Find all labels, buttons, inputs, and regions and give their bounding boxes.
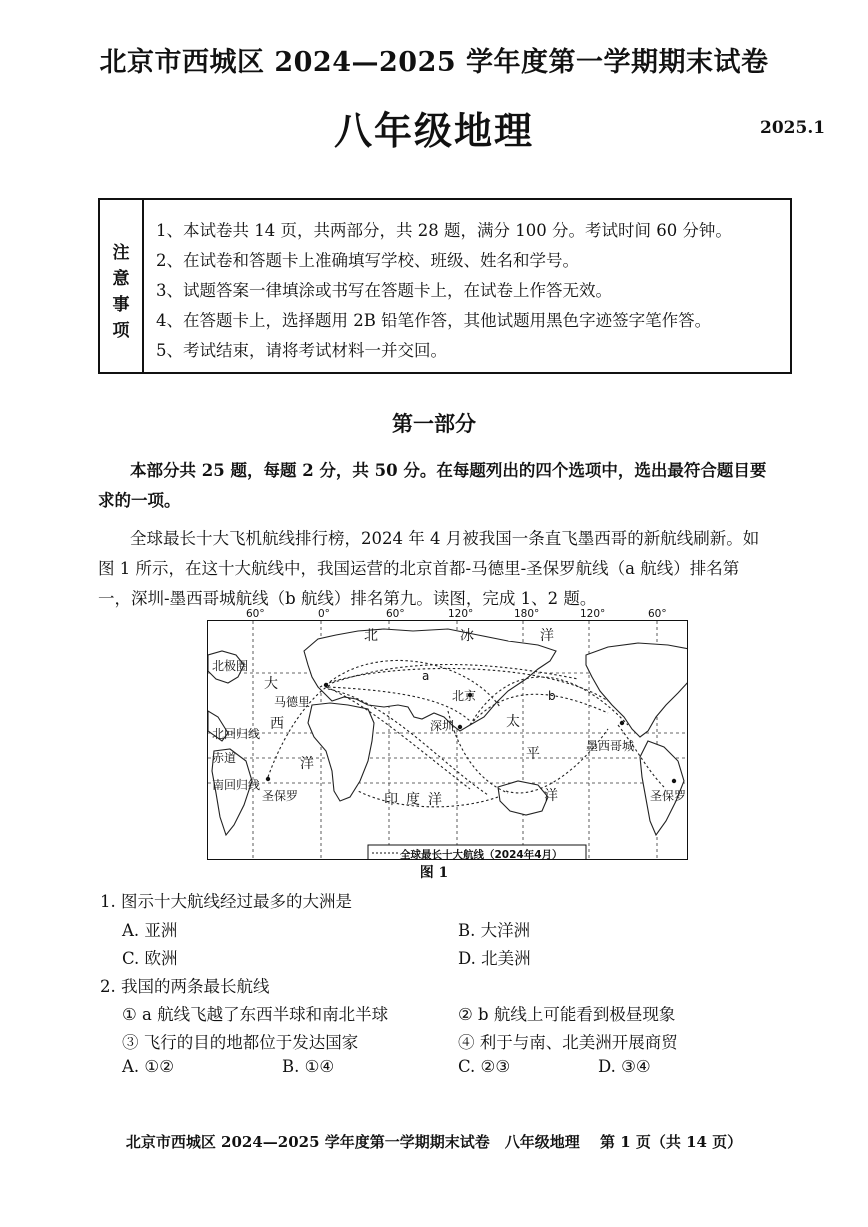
longitude-label: 60° (648, 608, 667, 620)
answer-option[interactable]: D. 北美洲 (458, 949, 531, 968)
longitude-label: 180° (514, 608, 540, 620)
map-city-sao-paulo: 圣保罗 (650, 789, 687, 803)
map-ocean-label: 洋 (540, 628, 554, 644)
notice-heading (100, 200, 144, 372)
question-stem: 1. 图示十大航线经过最多的大洲是 (100, 892, 352, 911)
figure-caption: 图 1 (419, 865, 449, 881)
notice-heading-char: 意 (112, 269, 130, 289)
map-label-tropic-cancer: 北回归线 (212, 727, 261, 741)
longitude-label: 60° (246, 608, 265, 620)
statement-item: ① a 航线飞越了东西半球和南北半球 (122, 1005, 389, 1024)
notice-box (98, 198, 792, 374)
answer-option[interactable]: C. 欧洲 (122, 949, 178, 968)
exam-title: 北京市西城区 2024—2025 学年度第一学期期末试卷 (99, 47, 769, 78)
map-ocean-label: 洋 (300, 756, 314, 772)
longitude-label: 120° (580, 608, 606, 620)
notice-item: 3、试题答案一律填涂或书写在答题卡上，在试卷上作答无效。 (156, 281, 612, 300)
map-ocean-label: 大 (264, 676, 278, 692)
instruction-line: 求的一项。 (98, 491, 181, 510)
notice-heading-char: 注 (112, 243, 130, 263)
passage-line: 全球最长十大飞机航线排行榜，2024 年 4 月被我国一条直飞墨西哥的新航线刷新。如 (130, 529, 760, 548)
answer-option[interactable]: B. 大洋洲 (458, 921, 531, 940)
statement-item: ④ 利于与南、北美洲开展商贸 (458, 1033, 678, 1052)
answer-option[interactable]: D. ③④ (598, 1057, 651, 1076)
map-city-mexico-city: 墨西哥城 (586, 739, 635, 753)
page-footer: 北京市西城区 2024—2025 学年度第一学期期末试卷 八年级地理 第 1 页（共 14 页） (125, 1133, 743, 1151)
map-legend-label: 全球最长十大航线（2024年4月） (400, 849, 563, 860)
instruction-line: 本部分共 25 题，每题 2 分，共 50 分。在每题列出的四个选项中，选出最符合题目要 (130, 461, 767, 480)
answer-option[interactable]: B. ①④ (282, 1057, 335, 1076)
map-ocean-label: 平 (526, 746, 540, 762)
map-label-equator: 赤道 (212, 751, 237, 765)
map-city-shenzhen: 深圳 (430, 719, 455, 733)
map-ocean-label: 度 (406, 792, 420, 808)
notice-item: 2、在试卷和答题卡上准确填写学校、班级、姓名和学号。 (156, 251, 579, 270)
part-heading: 第一部分 (392, 411, 476, 436)
map-city-beijing: 北京 (452, 689, 477, 703)
world-route-map (207, 620, 688, 860)
notice-heading-char: 事 (112, 295, 130, 315)
longitude-label: 120° (448, 608, 474, 620)
map-city-sao-paulo: 圣保罗 (262, 789, 299, 803)
map-route-label-b: b (548, 689, 556, 703)
map-route-label-a: a (422, 669, 430, 683)
map-ocean-label: 西 (270, 716, 284, 732)
subject-title: 八年级地理 (333, 108, 534, 153)
notice-item: 5、考试结束，请将考试材料一并交回。 (156, 341, 447, 360)
notice-item: 1、本试卷共 14 页，共两部分，共 28 题，满分 100 分。考试时间 60 分钟。 (156, 221, 732, 240)
statement-item: ② b 航线上可能看到极昼现象 (458, 1005, 676, 1024)
map-city-madrid: 马德里 (274, 695, 311, 709)
answer-option[interactable]: C. ②③ (458, 1057, 511, 1076)
map-ocean-label: 冰 (460, 628, 474, 644)
map-ocean-label: 洋 (428, 792, 442, 808)
passage-line: 图 1 所示，在这十大航线中，我国运营的北京首都-马德里-圣保罗航线（a 航线）排名第 (98, 559, 740, 578)
passage-line: 一，深圳-墨西哥城航线（b 航线）排名第九。读图，完成 1、2 题。 (98, 589, 597, 608)
notice-item: 4、在答题卡上，选择题用 2B 铅笔作答，其他试题用黑色字迹签字笔作答。 (156, 311, 712, 330)
map-label-arctic-circle: 北极圈 (212, 659, 249, 673)
longitude-label: 0° (318, 608, 330, 620)
answer-option[interactable]: A. 亚洲 (122, 921, 178, 940)
question-stem: 2. 我国的两条最长航线 (100, 977, 270, 996)
longitude-label: 60° (386, 608, 405, 620)
map-ocean-label: 印 (384, 792, 398, 808)
map-label-tropic-capricorn: 南回归线 (212, 778, 261, 792)
exam-date: 2025.1 (760, 118, 826, 138)
map-ocean-label: 太 (506, 714, 520, 730)
answer-option[interactable]: A. ①② (122, 1057, 174, 1076)
notice-heading-char: 项 (112, 321, 130, 341)
statement-item: ③ 飞行的目的地都位于发达国家 (122, 1033, 359, 1052)
map-ocean-label: 洋 (544, 788, 558, 804)
map-ocean-label: 北 (364, 628, 378, 644)
